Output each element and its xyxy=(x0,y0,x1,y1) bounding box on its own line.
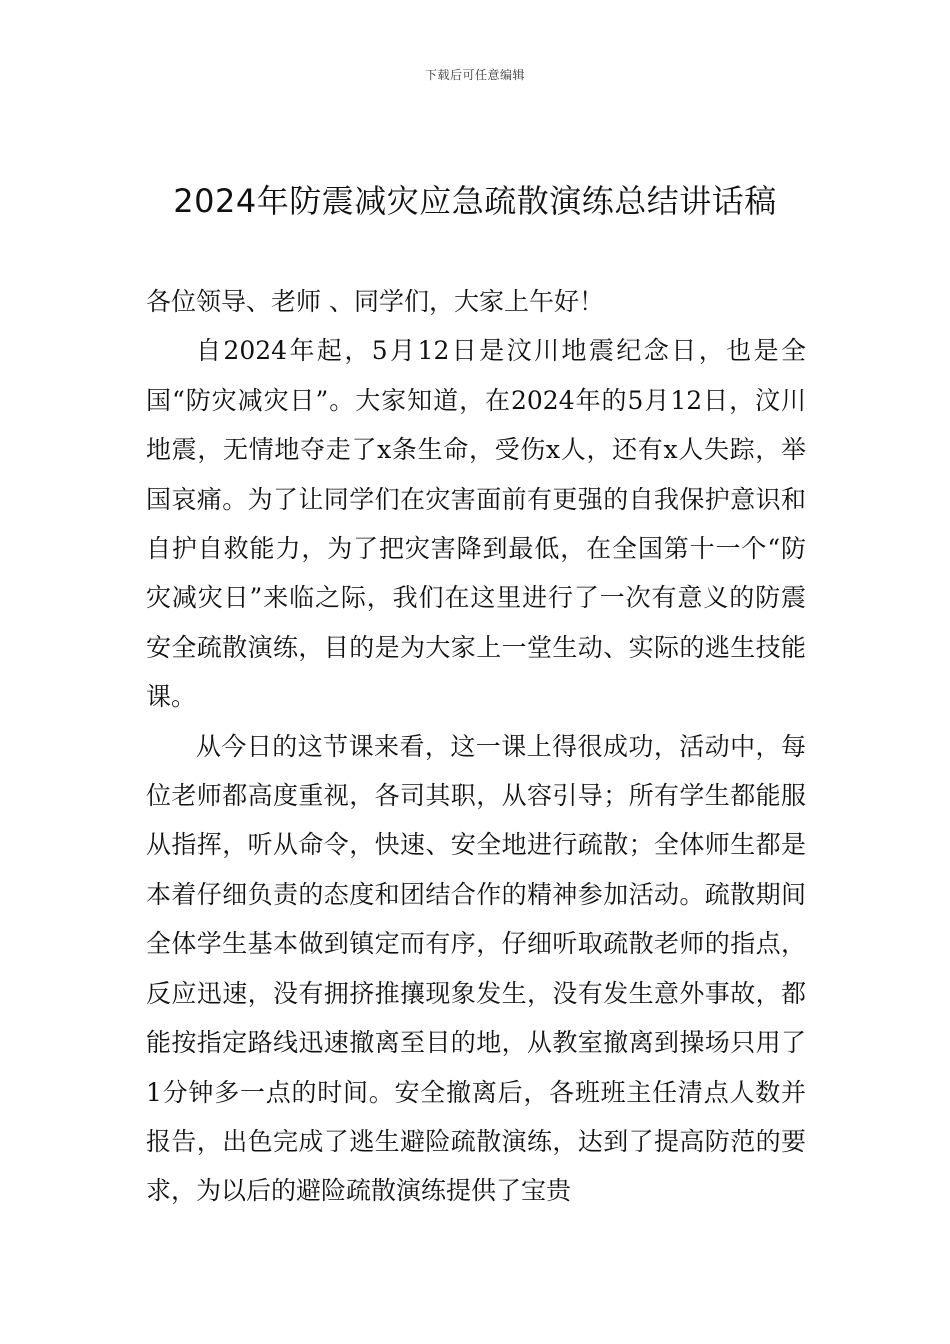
document-body xyxy=(146,277,806,1216)
paragraph-1: 自2024年起，5月12日是汶川地震纪念日，也是全国“防灾减灾日”。大家知道，在2024年的5月12日，汶川地震，无情地夺走了x条生命，受伤x人，还有x人失踪，举国哀痛。为了让同学们在灾害面前有更强的自我保护意识和自护自救能力，为了把灾害降到最低，在全国第十一个“防灾减灾日”来临之际，我们在这里进行了一次有意义的防震安全疏散演练，目的是为大家上一堂生动、实际的逃生技能课。 xyxy=(146,336,806,712)
document-title: 2024年防震减灾应急疏散演练总结讲话稿 xyxy=(173,182,777,220)
greeting-paragraph: 各位领导、老师 、同学们，大家上午好！ xyxy=(146,287,604,316)
paragraph-2: 从今日的这节课来看，这一课上得很成功，活动中，每位老师都高度重视，各司其职，从容引导；所有学生都能服从指挥，听从命令，快速、安全地进行疏散；全体师生都是本着仔细负责的态度和团结合作的精神参加活动。疏散期间全体学生基本做到镇定而有序，仔细听取疏散老师的指点，反应迅速，没有拥挤推攘现象发生，没有发生意外事故，都能按指定路线迅速撤离至目的地，从教室撤离到操场只用了1分钟多一点的时间。安全撤离后，各班班主任清点人数并报告，出色完成了逃生避险疏散演练，达到了提高防范的要求，为以后的避险疏散演练提供了宝贵 xyxy=(146,731,806,1206)
header-note: 下载后可任意编辑 xyxy=(424,68,525,82)
